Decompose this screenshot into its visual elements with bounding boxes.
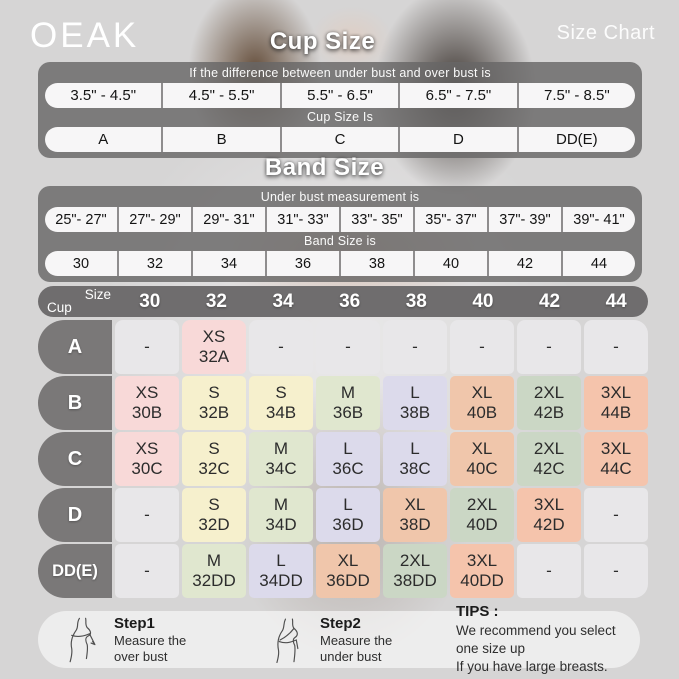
size-code: 34C	[265, 459, 297, 478]
step1-title: Step1	[114, 615, 155, 633]
matrix-cell	[316, 432, 380, 486]
size-label: XL	[404, 494, 426, 514]
cup-letter-cell: A	[98, 131, 109, 148]
step1-line1: Measure the	[114, 633, 187, 649]
size-code: 42C	[533, 459, 565, 478]
size-code: 32D	[198, 515, 230, 534]
size-label: L	[410, 438, 420, 458]
matrix-col-header: 40	[472, 290, 494, 312]
cup-size-title: Cup Size	[269, 28, 376, 55]
step2-line1: Measure the	[320, 633, 393, 649]
size-code: 34D	[265, 515, 297, 534]
matrix-row-a	[38, 320, 648, 374]
matrix-cell	[517, 320, 581, 374]
corner-cup-label: Cup	[47, 300, 72, 315]
matrix-cell	[249, 376, 313, 430]
size-code: 30B	[131, 403, 163, 422]
band-value-cell: 42	[487, 251, 561, 276]
band-condition-label: Under bust measurement is	[260, 190, 420, 204]
size-code: 32A	[198, 347, 230, 366]
matrix-cell	[115, 432, 179, 486]
matrix-cell	[249, 488, 313, 542]
size-label: L	[343, 438, 353, 458]
step2-figure-icon	[266, 616, 308, 664]
size-code: 42D	[533, 515, 565, 534]
size-label: -	[546, 560, 552, 580]
cup-letter-cell: DD(E)	[517, 127, 635, 152]
size-code: 42B	[533, 403, 565, 422]
size-label: 2XL	[399, 550, 431, 570]
step1-figure-icon	[60, 616, 102, 664]
band-value-cell: 30	[72, 255, 90, 272]
size-label: S	[275, 382, 287, 402]
size-label: -	[613, 560, 619, 580]
size-label: -	[613, 504, 619, 524]
tips-line2: If you have large breasts.	[456, 659, 608, 675]
band-value-cell: 38	[339, 251, 413, 276]
matrix-cell	[383, 376, 447, 430]
size-label: S	[208, 382, 220, 402]
corner-size-label: Size	[84, 287, 111, 302]
band-result-label: Band Size is	[304, 234, 376, 248]
matrix-corner-cell	[38, 286, 115, 317]
matrix-col-header: 44	[605, 290, 627, 312]
tips-line1: We recommend you select one size up	[456, 622, 616, 656]
size-code: 40D	[466, 515, 498, 534]
size-code: 36D	[332, 515, 364, 534]
size-label: XL	[471, 382, 493, 402]
matrix-col-header: 36	[339, 290, 361, 312]
size-label: L	[343, 494, 353, 514]
size-label: -	[412, 336, 418, 356]
cup-range-cell: 5.5" - 6.5"	[280, 83, 398, 108]
band-value-cell: 40	[413, 251, 487, 276]
size-code: 36C	[332, 459, 364, 478]
cup-range-row	[45, 83, 635, 108]
matrix-cell	[316, 376, 380, 430]
size-label: M	[273, 494, 289, 514]
cup-range-cell: 7.5" - 8.5"	[517, 83, 635, 108]
matrix-cell	[182, 376, 246, 430]
size-label: L	[276, 550, 286, 570]
matrix-col-header: 30	[139, 290, 161, 312]
size-label: XL	[337, 550, 359, 570]
matrix-cell	[517, 376, 581, 430]
size-label: 2XL	[533, 382, 565, 402]
matrix-cell	[316, 488, 380, 542]
matrix-cell	[182, 320, 246, 374]
matrix-cell	[584, 320, 648, 374]
matrix-cell	[182, 544, 246, 598]
size-label: 3XL	[533, 494, 565, 514]
matrix-cell	[316, 320, 380, 374]
page-title: Size Chart	[556, 22, 655, 44]
size-label: -	[144, 504, 150, 524]
matrix-header	[38, 286, 648, 317]
matrix-row-d	[38, 488, 648, 542]
matrix-cell	[450, 320, 514, 374]
size-label: -	[345, 336, 351, 356]
cup-range-cell: 4.5" - 5.5"	[161, 83, 279, 108]
band-range-row	[45, 207, 635, 232]
size-label: 3XL	[466, 550, 498, 570]
cup-letter-cell: C	[280, 127, 398, 152]
size-label: 2XL	[466, 494, 498, 514]
matrix-cell	[584, 488, 648, 542]
matrix-cell	[450, 488, 514, 542]
size-label: -	[144, 336, 150, 356]
band-range-cell: 37"- 39"	[487, 207, 561, 232]
band-value-cell: 34	[191, 251, 265, 276]
matrix-cell	[249, 320, 313, 374]
band-range-cell: 33"- 35"	[339, 207, 413, 232]
size-label: 3XL	[600, 438, 632, 458]
size-code: 34DD	[259, 571, 303, 590]
cup-range-cell: 6.5" - 7.5"	[398, 83, 516, 108]
band-range-cell: 35"- 37"	[413, 207, 487, 232]
size-code: 38D	[399, 515, 431, 534]
matrix-col-header: 32	[205, 290, 227, 312]
tips-block	[456, 603, 640, 677]
matrix-row-label: B	[38, 376, 112, 430]
matrix-row-label: D	[38, 488, 112, 542]
band-range-cell: 29"- 31"	[191, 207, 265, 232]
matrix-col-header: 38	[405, 290, 427, 312]
band-range-cell: 31"- 33"	[265, 207, 339, 232]
band-value-row	[45, 251, 635, 276]
matrix-cell	[182, 488, 246, 542]
matrix-cell	[383, 488, 447, 542]
matrix-cell	[115, 488, 179, 542]
measure-steps-panel	[38, 602, 640, 675]
size-label: XS	[135, 438, 159, 458]
size-label: M	[206, 550, 222, 570]
band-value-cell: 44	[561, 251, 635, 276]
size-code: 38B	[399, 403, 431, 422]
matrix-cell	[249, 432, 313, 486]
matrix-cell	[383, 544, 447, 598]
band-range-cell: 39"- 41"	[561, 207, 635, 232]
step1-text	[114, 615, 232, 664]
matrix-cell	[383, 432, 447, 486]
size-code: 34B	[265, 403, 297, 422]
size-code: 40C	[466, 459, 498, 478]
matrix-cell	[517, 488, 581, 542]
size-label: -	[479, 336, 485, 356]
matrix-cell	[316, 544, 380, 598]
size-code: 40B	[466, 403, 498, 422]
size-label: -	[144, 560, 150, 580]
matrix-cell	[115, 544, 179, 598]
size-code: 36B	[332, 403, 364, 422]
matrix-col-header: 34	[272, 290, 294, 312]
band-size-table	[38, 186, 642, 282]
matrix-cell	[584, 432, 648, 486]
matrix-cell	[115, 376, 179, 430]
matrix-cell	[450, 376, 514, 430]
cup-condition-label: If the difference between under bust and over bust is	[189, 66, 491, 80]
matrix-cell	[115, 320, 179, 374]
size-label: S	[208, 494, 220, 514]
matrix-row-b	[38, 376, 648, 430]
band-value-cell: 32	[117, 251, 191, 276]
step2-line2: under bust	[320, 648, 382, 664]
size-code: 30C	[131, 459, 163, 478]
matrix-cell	[450, 544, 514, 598]
brand-logo: OEAK	[30, 16, 140, 55]
size-label: XS	[135, 382, 159, 402]
tips-title: TIPS :	[456, 602, 499, 620]
matrix-cell	[182, 432, 246, 486]
size-label: XS	[202, 326, 226, 346]
size-label: XL	[471, 438, 493, 458]
size-code: 38C	[399, 459, 431, 478]
size-code: 38DD	[393, 571, 437, 590]
matrix-col-header: 42	[538, 290, 561, 312]
size-code: 32B	[198, 403, 230, 422]
size-label: -	[613, 336, 619, 356]
matrix-row-dde	[38, 544, 648, 598]
cup-range-cell: 3.5" - 4.5"	[70, 87, 137, 104]
matrix-cell	[584, 544, 648, 598]
cup-size-table	[38, 62, 642, 158]
band-range-cell: 27"- 29"	[117, 207, 191, 232]
matrix-cell	[517, 544, 581, 598]
step2-text	[320, 615, 438, 664]
matrix-cell	[383, 320, 447, 374]
size-label: S	[208, 438, 220, 458]
size-label: L	[410, 382, 420, 402]
matrix-cell	[450, 432, 514, 486]
size-label: M	[340, 382, 356, 402]
matrix-cell	[249, 544, 313, 598]
cup-letter-cell: D	[398, 127, 516, 152]
size-label: 3XL	[600, 382, 632, 402]
band-range-cell: 25"- 27"	[55, 211, 107, 228]
matrix-cell	[584, 376, 648, 430]
step2-title: Step2	[320, 615, 361, 633]
size-code: 40DD	[460, 571, 504, 590]
size-label: -	[546, 336, 552, 356]
matrix-row-c	[38, 432, 648, 486]
size-code: 36DD	[326, 571, 370, 590]
cup-letter-cell: B	[161, 127, 279, 152]
size-code: 44C	[600, 459, 632, 478]
matrix-row-label: C	[38, 432, 112, 486]
matrix-cell	[517, 432, 581, 486]
step1-line2: over bust	[114, 648, 168, 664]
band-size-title: Band Size	[264, 154, 385, 181]
matrix-row-label: DD(E)	[38, 544, 112, 598]
size-label: M	[273, 438, 289, 458]
band-value-cell: 36	[265, 251, 339, 276]
size-matrix	[38, 286, 648, 600]
size-code: 32C	[198, 459, 230, 478]
matrix-row-label: A	[38, 320, 112, 374]
size-code: 44B	[600, 403, 632, 422]
cup-letter-row	[45, 127, 635, 152]
size-label: -	[278, 336, 284, 356]
size-code: 32DD	[192, 571, 236, 590]
size-label: 2XL	[533, 438, 565, 458]
cup-result-label: Cup Size Is	[306, 110, 374, 124]
